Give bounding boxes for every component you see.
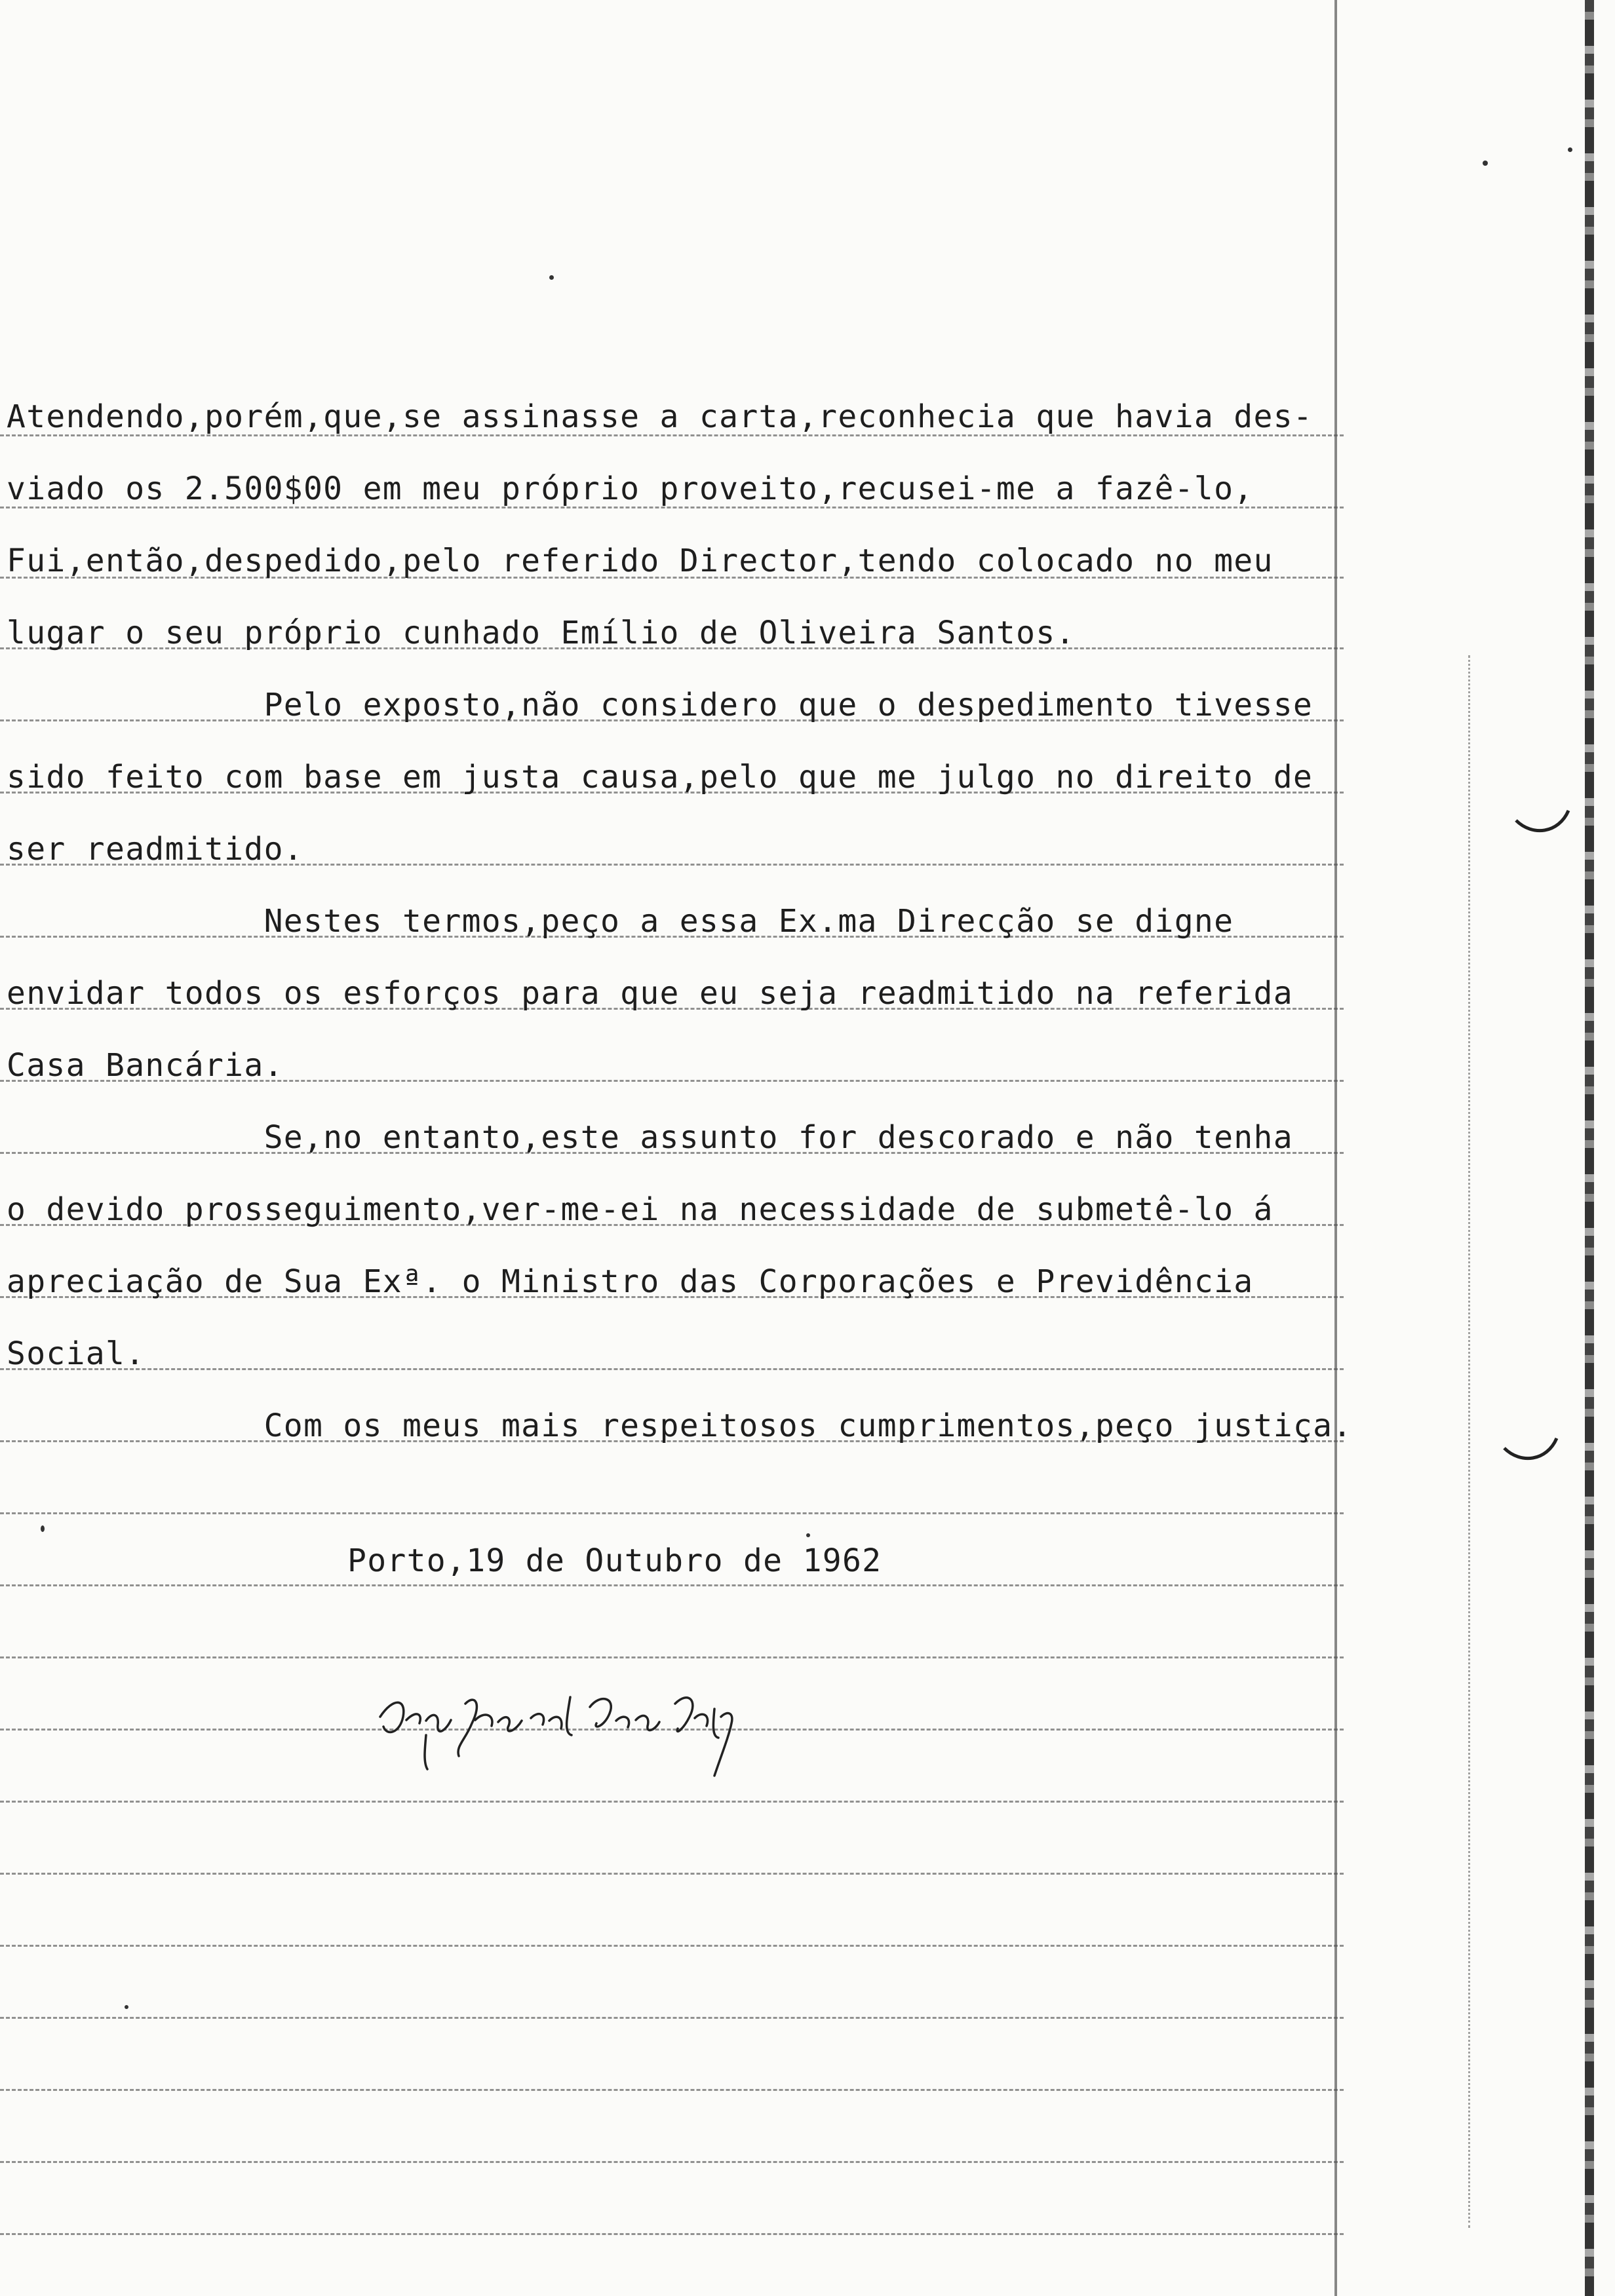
scan-speck [1568,147,1572,152]
ruled-line [0,1512,1344,1514]
ruled-line [0,1945,1344,1947]
margin-mark [1513,801,1572,840]
ruled-line [0,2161,1344,2163]
letter-line-7: ser readmitido. [7,831,303,868]
ruled-line [0,1368,1344,1370]
scan-speck [549,275,554,280]
scan-speck [125,2005,128,2009]
letter-line-12: o devido prosseguimento,ver-me-ei na necessidade de submetê-lo á [7,1191,1274,1228]
scan-speck [1483,161,1488,166]
letter-line-2: viado os 2.500$00 em meu próprio proveito,recusei-me a fazê-lo, [7,470,1254,507]
letter-line-13: apreciação de Sua Exª. o Ministro das Corporações e Previdência [7,1263,1254,1300]
letter-line-9: envidar todos os esforços para que eu seja readmitido na referida [7,975,1293,1012]
letter-line-4: lugar o seu próprio cunhado Emílio de Oliveira Santos. [7,615,1076,651]
ruled-line [0,2089,1344,2091]
scan-speck [41,1525,45,1532]
date-line: Porto,19 de Outubro de 1962 [347,1542,882,1579]
letter-line-1: Atendendo,porém,que,se assinasse a carta,reconhecia que havia des- [7,398,1313,435]
page-edge-shadow [1585,0,1594,2296]
letter-line-14: Social. [7,1335,146,1372]
letter-line-10: Casa Bancária. [7,1047,284,1084]
margin-mark [1501,1428,1560,1468]
letter-line-8: Nestes termos,peço a essa Ex.ma Direcção se digne [7,903,1234,940]
letter-line-15: Com os meus mais respeitosos cumprimentos,peço justiça. [7,1407,1353,1444]
margin-rule [1334,0,1337,2296]
ruled-line [0,1584,1344,1586]
margin-dotted-rule [1468,655,1470,2228]
letter-line-6: sido feito com base em justa causa,pelo que me julgo no direito de [7,759,1313,795]
scan-speck [806,1533,810,1537]
ruled-line [0,1873,1344,1875]
letter-line-5: Pelo exposto,não considero que o despedimento tivesse [7,687,1313,723]
letter-line-11: Se,no entanto,este assunto for descorado e não tenha [7,1119,1293,1156]
ruled-line [0,1801,1344,1803]
letter-line-3: Fui,então,despedido,pelo referido Director,tendo colocado no meu [7,543,1274,579]
ruled-line [0,2017,1344,2019]
ruled-line [0,2233,1344,2235]
handwritten-signature [367,1658,826,1789]
